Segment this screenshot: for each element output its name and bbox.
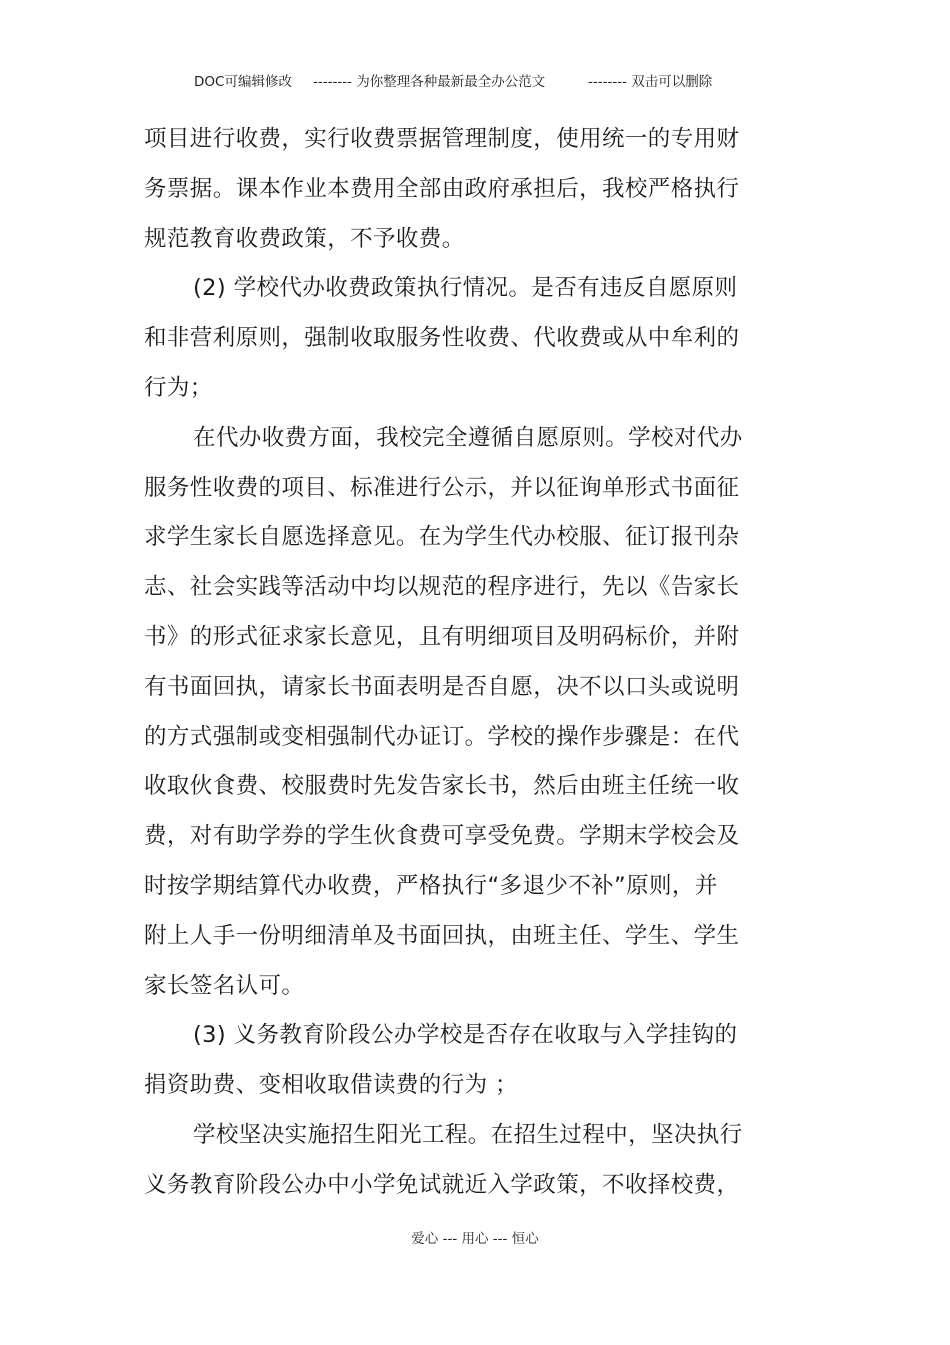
- body-line: 收取伙食费、校服费时先发告家长书，然后由班主任统一收: [144, 773, 740, 800]
- body-line: 求学生家长自愿选择意见。在为学生代办校服、征订报刊杂: [144, 524, 740, 551]
- body-line: 家长签名认可。: [144, 972, 305, 999]
- page-footer: 爱心 --- 用心 --- 恒心: [411, 1231, 539, 1247]
- body-line: 义务教育阶段公办中小学免试就近入学政策，不收择校费，: [144, 1171, 740, 1198]
- paragraph-start: 学校坚决实施招生阳光工程。在招生过程中，坚决执行: [193, 1121, 743, 1148]
- body-line: 务票据。课本作业本费用全部由政府承担后，我校严格执行: [144, 175, 740, 202]
- header-doc-label: DOC可编辑修改: [194, 74, 292, 90]
- body-line: 书》的形式征求家长意见，且有明细项目及明码标价，并附: [144, 623, 740, 650]
- body-line: 志、社会实践等活动中均以规范的程序进行，先以《告家长: [144, 574, 740, 601]
- body-line: 项目进行收费，实行收费票据管理制度，使用统一的专用财: [144, 126, 740, 152]
- page-header: [0, 71, 950, 93]
- body-line: 规范教育收费政策，不予收费。: [144, 225, 465, 252]
- section-heading-2: (2) 学校代办收费政策执行情况。是否有违反自愿原则: [193, 275, 738, 302]
- document-body: [144, 115, 744, 1211]
- section-heading-3: (3) 义务教育阶段公办学校是否存在收取与入学挂钩的: [193, 1022, 738, 1049]
- body-line: 费，对有助学券的学生伙食费可享受免费。学期末学校会及: [144, 823, 740, 850]
- body-line: 捐资助费、变相收取借读费的行为 ；: [144, 1072, 518, 1099]
- body-line: 行为；: [144, 374, 213, 401]
- paragraph-start: 在代办收费方面，我校完全遵循自愿原则。学校对代办: [193, 424, 743, 451]
- body-line: 服务性收费的项目、标准进行公示，并以征询单形式书面征: [144, 474, 740, 501]
- body-line: 附上人手一份明细清单及书面回执，由班主任、学生、学生: [144, 922, 740, 949]
- body-line: 和非营利原则，强制收取服务性收费、代收费或从中牟利的: [144, 325, 740, 352]
- body-line: 时按学期结算代办收费，严格执行“多退少不补”原则，并: [144, 872, 718, 899]
- header-delete-hint: -------- 双击可以删除: [588, 74, 713, 90]
- header-tagline: -------- 为你整理各种最新最全办公范文: [313, 74, 546, 90]
- body-line: 有书面回执，请家长书面表明是否自愿，决不以口头或说明: [144, 673, 740, 700]
- body-line: 的方式强制或变相强制代办证订。学校的操作步骤是：在代: [144, 723, 740, 750]
